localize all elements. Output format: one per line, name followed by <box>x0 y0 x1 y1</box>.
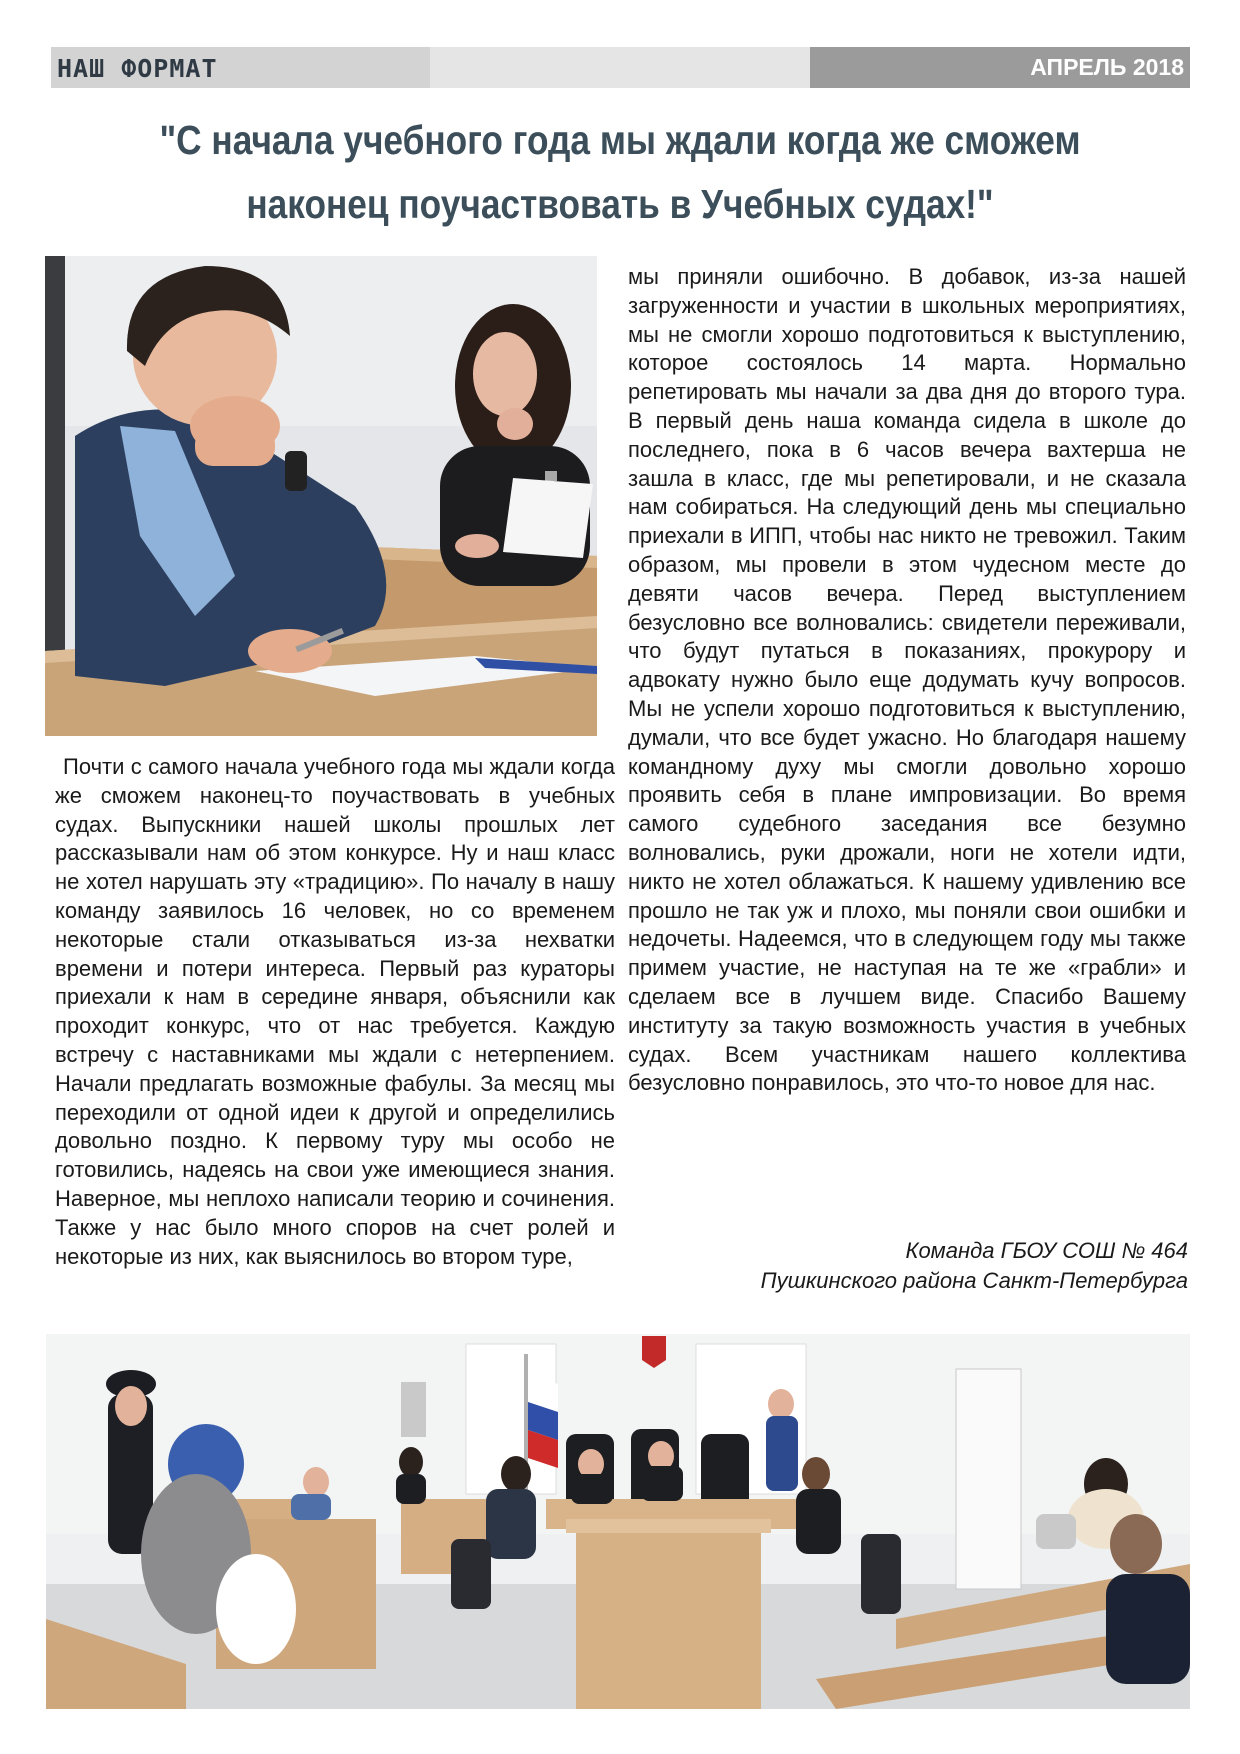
photo-courtroom <box>46 1334 1190 1709</box>
article-signature <box>761 1236 1188 1296</box>
issue-date: АПРЕЛЬ 2018 <box>1030 54 1184 80</box>
article-paragraph-left: Почти с самого начала учебного года мы ждали когда же сможем наконец-то поучаствовать в учебных судах. Выпускники нашей школы прошлых лет рассказывали нам об этом конкурсе. Ну и наш класс не хотел нарушать эту «традицию». По началу в нашу команду заявилось 16 человек, но со временем некоторые стали отказываться из-за нехватки времени и потери интереса. Первый раз кураторы приехали к нам в середине января, объяснили как проходит конкурс, что от нас требуется. Каждую встречу с наставниками мы ждали с нетерпением. Начали предлагать возможные фабулы. За месяц мы переходили от одной идеи к другой и определились довольно поздно. К первому туру мы особо не готовились, надеясь на свои уже имеющиеся знания. Наверное, мы неплохо написали теорию и сочинения. Также у нас было много споров на счет ролей и некоторые из них, как выяснилось во втором туре, <box>55 754 615 1269</box>
signature-team: Команда ГБОУ СОШ № 464 <box>905 1238 1188 1263</box>
header-bar <box>51 47 1190 88</box>
article-column-right <box>628 263 1186 1098</box>
magazine-name: НАШ ФОРМАТ <box>57 54 218 83</box>
photo-courtroom-illustration <box>46 1334 1190 1709</box>
article-paragraph-right: мы приняли ошибочно. В добавок, из-за нашей загруженности и участии в школьных мероприятиях, мы не смогли хорошо подготовиться к выступлению, которое состоялось 14 марта. Нормально репетировать мы начали за два дня до второго тура. В первый день наша команда сидела в школе до последнего, пока в 6 часов вечера вахтерша не зашла в класс, где мы репетировали, и не сказала нам собираться. На следующий день мы специально приехали в ИПП, чтобы нас никто не тревожил. Таким образом, мы провели в этом чудесном месте до девяти часов вечера. Перед выступлением безусловно все волновались: свидетели переживали, что будут путаться в показаниях, прокурору и адвокату нужно было еще додумать кучу вопросов. Мы не успели хорошо подготовиться к выступлению, думали, что все будет ужасно. Но благодаря нашему командному духу мы смогли довольно хорошо проявить себя в плане импровизации. Во время самого судебного заседания все безумно волновались, руки дрожали, ноги не хотели идти, никто не хотел облажаться. К нашему удивлению все прошло не так уж и плохо, мы поняли свои ошибки и недочеты. Надеемся, что в следующем году мы также примем участие, не наступая на те же «грабли» и сделаем все в лучшем виде. Спасибо Вашему институту за такую возможность участия в учебных судах. Всем участникам нашего коллектива безусловно понравилось, это что-то новое для нас. <box>628 264 1186 1096</box>
photo-students-illustration <box>45 256 597 736</box>
header-segment-middle <box>430 47 810 88</box>
photo-students-at-desk <box>45 256 597 736</box>
signature-district: Пушкинского района Санкт-Петербурга <box>760 1268 1188 1293</box>
article-headline: "С начала учебного года мы ждали когда же сможем наконец поучаствовать в Учебных судах!" <box>159 117 1081 227</box>
article-column-left <box>55 753 615 1271</box>
